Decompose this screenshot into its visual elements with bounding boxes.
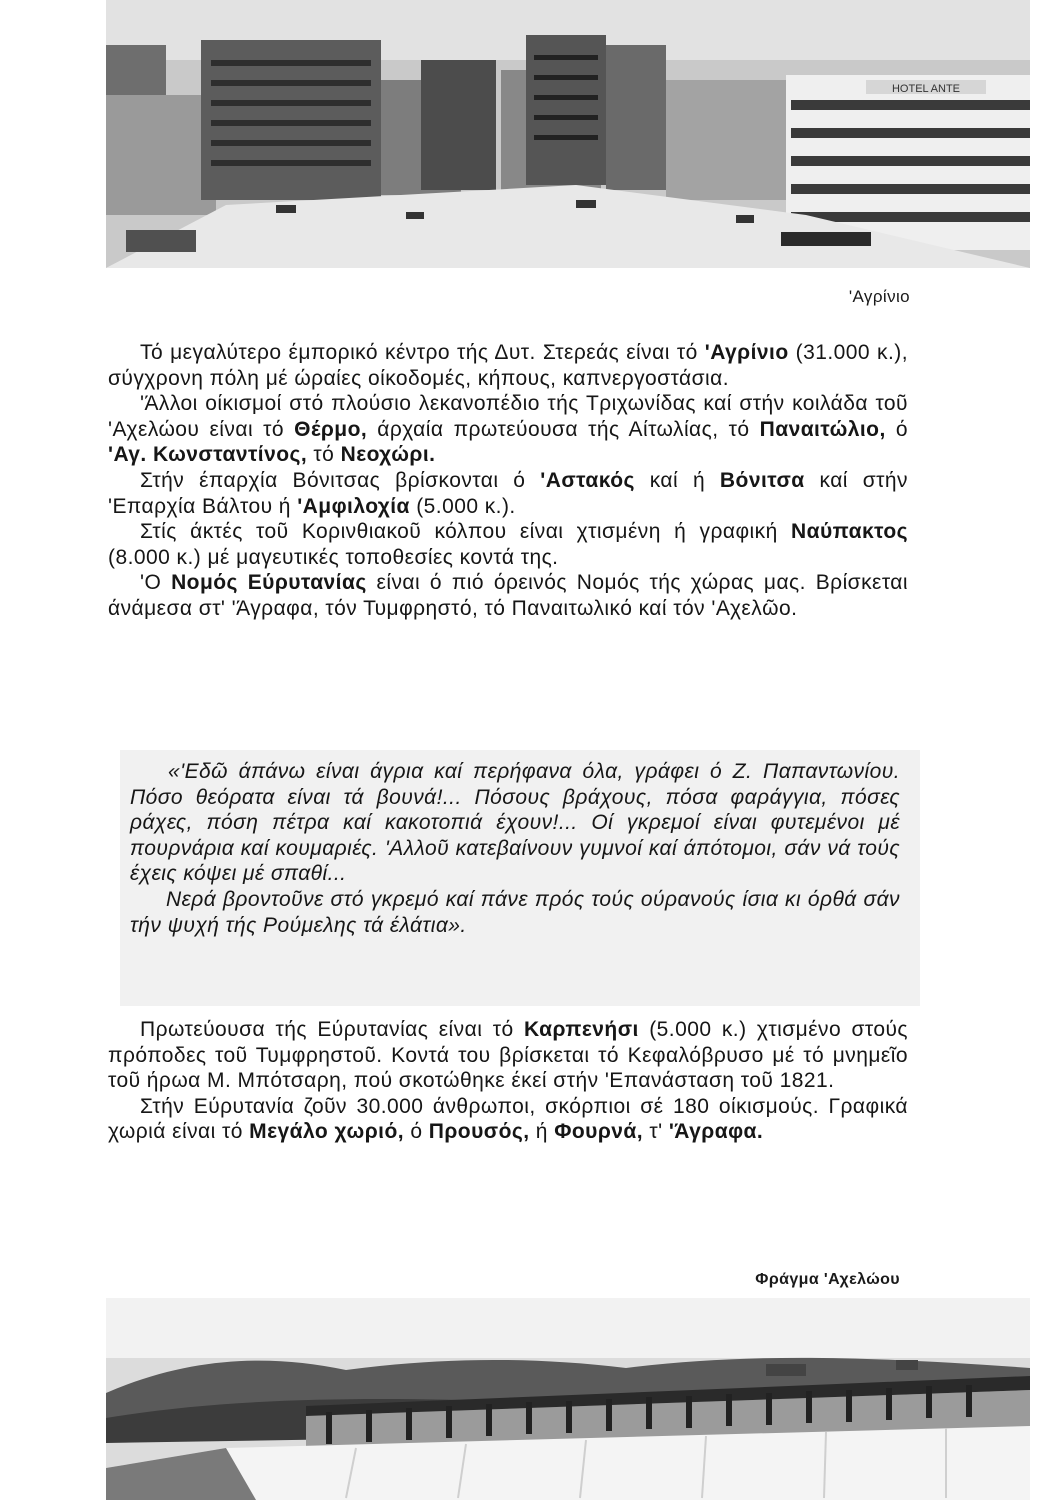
paragraph-nafpaktos: [108, 519, 908, 570]
agrinio-square-photo: [106, 0, 1030, 268]
place-name: Ναύπακτος: [791, 520, 908, 544]
paragraph-settlements: [108, 391, 908, 468]
text-run: ό: [404, 1120, 429, 1144]
text-run: ή: [529, 1120, 555, 1144]
text-run: Στήν έπαρχία Βόνιτσας βρίσκονται ό: [140, 468, 541, 492]
paragraph-karpenisi: [108, 1017, 908, 1094]
text-run: 'Άλλοι οίκισμοί στό πλούσιο λεκανοπέδιο τής Τριχωνίδας καί στήν κοιλάδα τοῦ 'Αχελώου είναι τό: [108, 392, 908, 441]
body-text-part-1: [108, 340, 908, 622]
place-name: Φουρνά,: [554, 1120, 644, 1144]
paragraph-evrytania: [108, 570, 908, 621]
acheloos-dam-photo: [106, 1298, 1030, 1500]
text-run: 'Ο: [140, 571, 172, 595]
place-name: Μεγάλο χωριό,: [249, 1120, 405, 1144]
paragraph-vonitsa: [108, 468, 908, 519]
text-run: (5.000 κ.).: [409, 494, 516, 518]
text-run: Τό μεγαλύτερο έμπορικό κέντρο τής Δυτ. Στερεάς είναι τό: [140, 341, 705, 364]
paragraph-villages: [108, 1094, 908, 1145]
text-run: (8.000 κ.) μέ μαγευτικές τοποθεσίες κοντά της.: [108, 545, 559, 569]
acheloos-dam-illustration: [106, 1298, 1030, 1500]
place-name: Νομός Εύρυτανίας: [171, 571, 367, 595]
place-name: Θέρμο,: [294, 417, 368, 441]
text-run: άρχαία πρωτεύουσα τής Αίτωλίας, τό: [367, 417, 760, 441]
hotel-sign: HOTEL ANTE: [891, 83, 961, 95]
place-name: Προυσός,: [428, 1120, 530, 1144]
place-name: 'Άγραφα.: [668, 1120, 764, 1144]
place-name: 'Αγρίνιο: [704, 341, 789, 364]
quote-paragraph-1: «'Εδῶ άπάνω είναι άγρια καί περήφανα όλα, γράφει ό Ζ. Παπαντωνίου. Πόσο θεόρατα είναι τά βουνά!... Πόσους βράχους, πόσα φαράγγια, πόσες ράχες, πόση πέτρα καί κακοτοπιά έχουν!... Οί γκρεμοί είναι φυτεμένοι μέ πουρνάρια καί κουμαριές. 'Αλλοῦ κατεβαίνουν γυμνοί καί άπότομοι, σάν νά τούς έχεις κόψει μέ σπαθί...: [130, 760, 900, 886]
text-run: είναι ό πιό όρεινός Νομός τής χώρας μας. Βρίσκεται άνάμεσα στ' 'Άγραφα, τόν Τυμφρηστό, τό Παναιτωλικό καί τόν 'Αχελῶο.: [108, 571, 909, 620]
text-run: καί ή: [634, 468, 720, 492]
text-run: (5.000 κ.) χτισμένο στούς πρόποδες τοῦ Τυμφρηστοῦ. Κοντά του βρίσκεται τό Κεφαλόβρυσο μέ τό μνημεῖο τοῦ ήρωα Μ. Μπότσαρη, πού σκοτώθηκε έκεί στήν 'Επανάσταση τοῦ 1821.: [108, 1018, 908, 1093]
text-run: Στήν Εύρυτανία ζοῦν 30.000 άνθρωποι, σκόρπιοι σέ 180 οίκισμούς. Γραφικά χωριά είναι τό: [108, 1094, 908, 1144]
place-name: Καρπενήσι: [524, 1018, 639, 1041]
place-name: 'Αγ. Κωνσταντίνος,: [108, 443, 308, 467]
paragraph-agrinio: [108, 340, 908, 391]
text-run: (31.000 κ.), σύγχρονη πόλη μέ ώραίες οίκοδομές, κήπους, καπνεργοστάσια.: [108, 341, 908, 390]
place-name: Παναιτώλιο,: [759, 417, 886, 441]
place-name: Νεοχώρι.: [340, 443, 436, 467]
quote-paragraph-2: Νερά βροντοῦνε στό γκρεμό καί πάνε πρός τούς ούρανούς ίσια κι όρθά σάν τήν ψυχή τής Ρούμελης τά έλάτια».: [130, 887, 900, 937]
papantoniou-quote: [130, 759, 900, 938]
text-run: Πρωτεύουσα τής Εύρυτανίας είναι τό: [140, 1018, 524, 1041]
text-run: τ': [643, 1120, 669, 1144]
text-run: ό: [885, 417, 908, 441]
place-name: 'Αμφιλοχία: [297, 494, 410, 518]
bottom-photo-caption: Φράγμα 'Αχελώου: [755, 1271, 900, 1288]
body-text-part-2: [108, 1017, 908, 1145]
top-photo-caption: 'Αγρίνιο: [848, 287, 910, 306]
text-run: Στίς άκτές τοῦ Κορινθιακοῦ κόλπου είναι χτισμένη ή γραφική: [140, 520, 791, 544]
place-name: Βόνιτσα: [719, 468, 805, 492]
agrinio-square-illustration: [106, 0, 1030, 268]
place-name: 'Αστακός: [540, 468, 635, 492]
text-run: τό: [307, 443, 341, 467]
text-run: καί στήν 'Επαρχία Βάλτου ή: [108, 468, 908, 518]
